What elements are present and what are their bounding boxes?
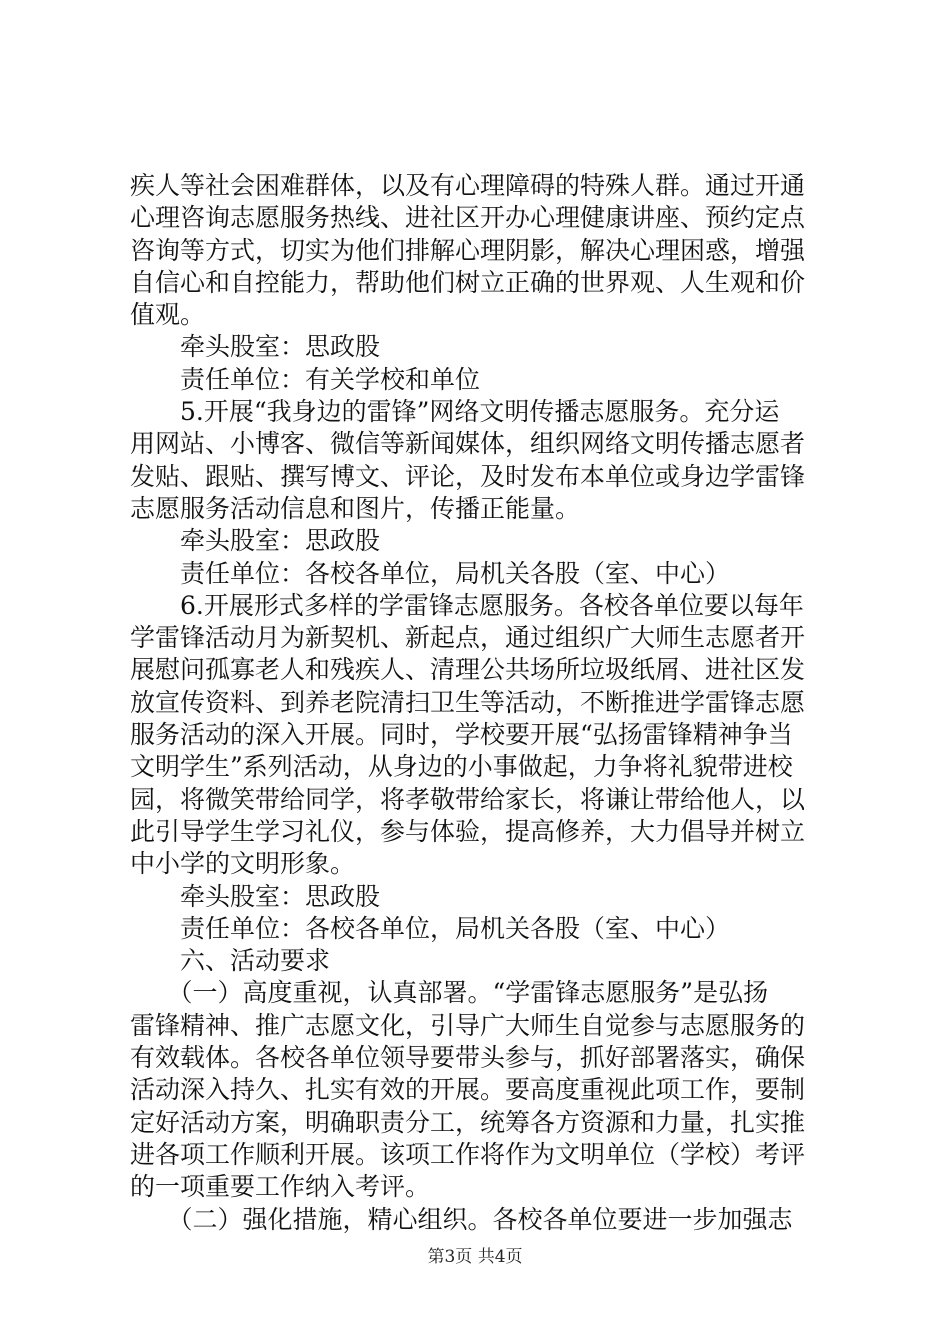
text-line: 的一项重要工作纳入考评。 (130, 1172, 431, 1202)
text-line: 自信心和自控能力，帮助他们树立正确的世界观、人生观和价 (130, 267, 806, 297)
text-line: 责任单位：各校各单位，局机关各股（室、中心） (130, 558, 731, 588)
text-line: 此引导学生学习礼仪，参与体验，提高修养，大力倡导并树立 (130, 816, 806, 846)
text-line: 进各项工作顺利开展。该项工作将作为文明单位（学校）考评 (130, 1139, 806, 1169)
text-line: （二）强化措施，精心组织。各校各单位要进一步加强志 (130, 1204, 793, 1234)
text-line: 有效载体。各校各单位领导要带头参与，抓好部署落实，确保 (130, 1043, 806, 1073)
text-line: 定好活动方案，明确职责分工，统筹各方资源和力量，扎实推 (130, 1107, 806, 1137)
text-line: 责任单位：各校各单位，局机关各股（室、中心） (130, 913, 731, 943)
text-line: 文明学生”系列活动，从身边的小事做起，力争将礼貌带进校 (130, 752, 793, 782)
text-line: 学雷锋活动月为新契机、新起点，通过组织广大师生志愿者开 (130, 623, 806, 653)
text-line: 5.开展“我身边的雷锋”网络文明传播志愿服务。充分运 (130, 397, 780, 427)
text-line: 雷锋精神、推广志愿文化，引导广大师生自觉参与志愿服务的 (130, 1010, 806, 1040)
text-line: （一）高度重视，认真部署。“学雷锋志愿服务”是弘扬 (130, 978, 769, 1008)
text-line: 园，将微笑带给同学，将孝敬带给家长，将谦让带给他人，以 (130, 784, 806, 814)
text-line: 服务活动的深入开展。同时，学校要开展“弘扬雷锋精神争当 (130, 720, 793, 750)
text-line: 心理咨询志愿服务热线、进社区开办心理健康讲座、预约定点 (130, 203, 806, 233)
text-line: 咨询等方式，切实为他们排解心理阴影，解决心理困惑，增强 (130, 235, 806, 265)
document-body (130, 170, 830, 1236)
page-footer: 第3页 共4页 (427, 1247, 523, 1267)
text-line: 六、活动要求 (130, 946, 331, 976)
text-line: 发贴、跟贴、撰写博文、评论，及时发布本单位或身边学雷锋 (130, 461, 806, 491)
text-line: 牵头股室：思政股 (130, 526, 381, 556)
text-line: 活动深入持久、扎实有效的开展。要高度重视此项工作，要制 (130, 1075, 806, 1105)
text-line: 志愿服务活动信息和图片，传播正能量。 (130, 493, 581, 523)
text-line: 疾人等社会困难群体，以及有心理障碍的特殊人群。通过开通 (130, 171, 806, 200)
text-line: 值观。 (130, 300, 206, 330)
text-line: 牵头股室：思政股 (130, 881, 381, 911)
text-line: 牵头股室：思政股 (130, 332, 381, 362)
text-line: 用网站、小博客、微信等新闻媒体，组织网络文明传播志愿者 (130, 429, 806, 459)
text-line: 责任单位：有关学校和单位 (130, 364, 481, 394)
text-line: 6.开展形式多样的学雷锋志愿服务。各校各单位要以每年 (130, 590, 804, 620)
text-line: 展慰问孤寡老人和残疾人、清理公共场所垃圾纸屑、进社区发 (130, 655, 806, 685)
text-line: 中小学的文明形象。 (130, 849, 356, 879)
text-line: 放宣传资料、到养老院清扫卫生等活动，不断推进学雷锋志愿 (130, 687, 806, 717)
